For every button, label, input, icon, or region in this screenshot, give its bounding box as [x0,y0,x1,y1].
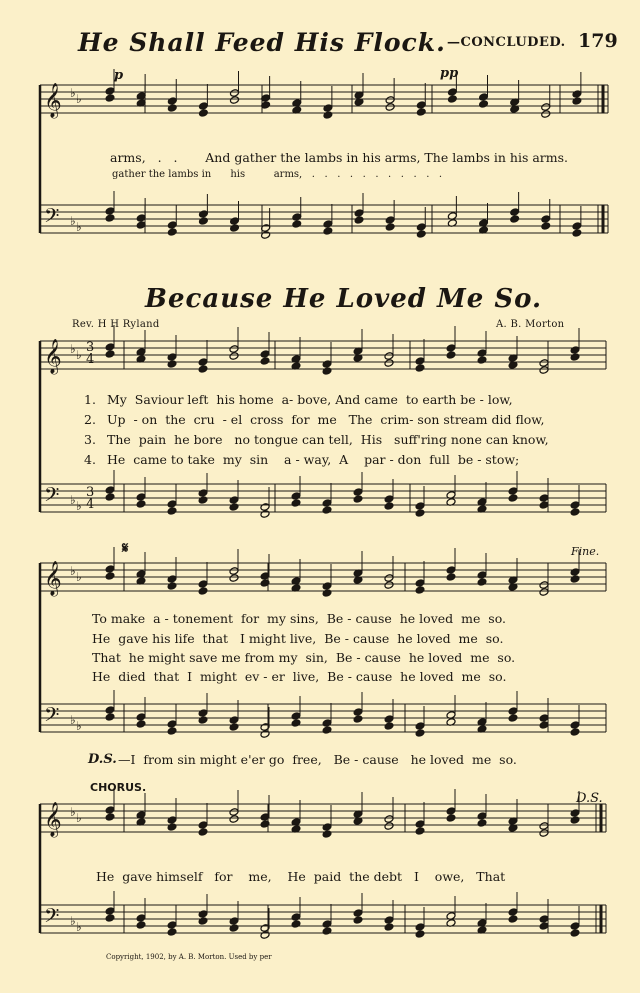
notehead [384,574,394,583]
notehead [570,575,580,584]
notehead [136,713,146,722]
notehead [570,501,580,510]
notehead [136,914,146,923]
notehead [477,578,487,587]
notehead [136,921,146,930]
notehead [229,496,239,505]
notehead [198,358,208,367]
notehead [136,720,146,729]
notehead [477,819,487,828]
composer-credit: A. B. Morton [496,319,565,330]
notehead [322,367,332,376]
dynamic-piano: p [114,68,124,83]
notehead [260,357,270,366]
notehead [415,364,425,373]
notehead [230,96,240,105]
notehead [570,353,580,362]
notehead [198,365,208,374]
notehead [416,230,426,239]
notehead [167,727,177,736]
notehead [105,343,115,352]
notehead [510,215,520,224]
notehead [415,509,425,518]
notehead [229,503,239,512]
notehead [539,366,549,375]
page-number: 179 [578,30,618,52]
notehead [167,360,177,369]
notehead [415,729,425,738]
notehead [384,722,394,731]
flat-sign: ♭ [70,564,76,578]
notehead [229,345,239,354]
flat-sign: ♭ [70,713,76,727]
notehead [446,566,456,575]
notehead [541,103,551,112]
notehead [167,221,177,230]
flat-sign: ♭ [70,86,76,100]
notehead [322,823,332,832]
notehead [510,208,520,217]
notehead [322,719,332,728]
flat-sign: ♭ [70,805,76,819]
chorus-lyric-line: He gave himself for me, He paid the debt I owe, That [96,869,506,884]
notehead [415,820,425,829]
notehead [105,87,115,96]
bass-clef: 𝄢 [44,204,60,232]
flat-sign: ♭ [70,493,76,507]
notehead [167,507,177,516]
notehead [541,222,551,231]
notehead [322,589,332,598]
notehead [229,917,239,926]
notehead [446,814,456,823]
notehead [539,581,549,590]
flat-sign: ♭ [76,811,82,825]
time-signature-numerator: 3 [86,485,95,500]
notehead [570,809,580,818]
notehead [323,220,333,229]
notehead [354,216,364,225]
notehead [167,720,177,729]
notehead [570,816,580,825]
notehead [508,908,518,917]
title-concluded-suffix: —CONCLUDED. [447,35,566,50]
verse-number: 3. [84,432,96,447]
notehead [105,486,115,495]
verse-3-line-b: That he might save me from my sin, Be - cause he loved me so. [92,650,516,665]
notehead [479,93,489,102]
notehead [260,730,270,739]
time-signature-numerator: 3 [86,340,95,355]
notehead [539,915,549,924]
notehead [416,101,426,110]
notehead [353,715,363,724]
notehead [167,582,177,591]
notehead [479,100,489,109]
notehead [570,929,580,938]
notehead [198,102,208,111]
notehead [384,581,394,590]
notehead [446,344,456,353]
notehead [198,210,208,219]
notehead [105,572,115,581]
notehead [229,815,239,824]
verse-1-line-b: To make a - tonement for my sins, Be - cause he loved me so. [92,611,507,626]
notehead [198,496,208,505]
notehead [105,706,115,715]
notehead [322,927,332,936]
title-he-shall-feed-his-flock: He Shall Feed His Flock. [78,28,446,57]
notehead [539,494,549,503]
notehead [416,108,426,117]
notehead [447,88,457,97]
notehead [384,359,394,368]
flat-sign: ♭ [70,914,76,928]
ds-marker: D.S. [576,791,603,806]
notehead [539,822,549,831]
notehead [353,488,363,497]
fine-marker: Fine. [571,545,600,558]
notehead [323,111,333,120]
notehead [384,495,394,504]
notehead [354,209,364,218]
verse-2-line-a: Up - on the cru - el cross for me The crim- son stream did flow, [107,412,545,427]
notehead [384,923,394,932]
time-signature-denominator: 4 [86,497,95,512]
flat-sign: ♭ [76,719,82,733]
notehead [291,913,301,922]
notehead [353,909,363,918]
notehead [322,920,332,929]
notehead [105,493,115,502]
notehead [570,728,580,737]
notehead [198,217,208,226]
notehead [384,502,394,511]
notehead [291,492,301,501]
notehead [322,506,332,515]
notehead [167,928,177,937]
notehead [570,508,580,517]
notehead [539,714,549,723]
notehead [508,714,518,723]
notehead [477,349,487,358]
notehead [198,580,208,589]
verse-number: 2. [84,412,96,427]
notehead [167,500,177,509]
notehead [322,360,332,369]
notehead [198,917,208,926]
notehead [198,910,208,919]
notehead [570,346,580,355]
notehead [260,510,270,519]
notehead [167,97,177,106]
notehead [260,503,270,512]
ds-label: D.S. [88,752,117,767]
notehead [477,356,487,365]
notehead [385,96,395,105]
bass-clef: 𝄢 [44,703,60,731]
notehead [477,571,487,580]
treble-clef: 𝄞 [44,561,62,596]
verse-4-line-a: He came to take my sin a - way, A par - don full be - stow; [107,452,520,467]
notehead [570,721,580,730]
verse-4-line-b: He died that I might ev - er live, Be - cause he loved me so. [92,669,507,684]
notehead [415,923,425,932]
flat-sign: ♭ [70,342,76,356]
notehead [105,806,115,815]
notehead [385,223,395,232]
notehead [508,707,518,716]
notehead [353,708,363,717]
notehead [198,489,208,498]
notehead [384,352,394,361]
notehead [105,713,115,722]
notehead [322,830,332,839]
notehead [572,222,582,231]
notehead [198,716,208,725]
treble-clef: 𝄞 [44,83,62,118]
notehead [292,213,302,222]
lyricist-credit: Rev. H H Ryland [72,319,160,330]
notehead [508,915,518,924]
notehead [384,822,394,831]
notehead [541,110,551,119]
notehead [230,217,240,226]
notehead [385,103,395,112]
notehead [322,582,332,591]
flat-sign: ♭ [70,214,76,228]
dynamic-pianissimo: pp [440,66,459,81]
notehead [384,715,394,724]
lyric-alt-line-system-1: gather the lambs in his arms, . . . . . . . . . . . [112,169,443,180]
notehead [229,924,239,933]
notehead [570,922,580,931]
notehead [105,350,115,359]
notehead [291,499,301,508]
bass-clef: 𝄢 [44,904,60,932]
notehead [447,95,457,104]
notehead [292,220,302,229]
notehead [323,104,333,113]
notehead [541,215,551,224]
notehead [415,579,425,588]
flat-sign: ♭ [76,920,82,934]
verse-2-line-b: He gave his life that I might live, Be - cause he loved me so. [92,631,504,646]
notehead [446,807,456,816]
notehead [385,216,395,225]
notehead [229,723,239,732]
notehead [229,716,239,725]
notehead [416,223,426,232]
notehead [198,587,208,596]
copyright-notice: Copyright, 1902, by A. B. Morton. Used by per [106,953,272,961]
treble-clef: 𝄞 [44,339,62,374]
notehead [572,97,582,106]
notehead [136,500,146,509]
notehead [572,90,582,99]
verse-number: 4. [84,452,96,467]
notehead [260,350,270,359]
notehead [291,719,301,728]
notehead [167,921,177,930]
flat-sign: ♭ [76,220,82,234]
notehead [323,227,333,236]
notehead [572,229,582,238]
notehead [105,907,115,916]
verse-1-line-a: My Saviour left his home a- bove, And came to earth be - low, [107,392,513,407]
notehead [198,709,208,718]
treble-clef: 𝄞 [44,802,62,837]
notehead [353,916,363,925]
notehead [105,813,115,822]
notehead [167,575,177,584]
notehead [167,228,177,237]
notehead [322,726,332,735]
time-signature-denominator: 4 [86,352,95,367]
verse-number: 1. [84,392,96,407]
notehead [198,109,208,118]
notehead [539,588,549,597]
notehead [539,829,549,838]
notehead [539,359,549,368]
notehead [415,827,425,836]
notehead [167,353,177,362]
bass-clef: 𝄢 [44,483,60,511]
flat-sign: ♭ [76,348,82,362]
notehead [136,493,146,502]
notehead [539,721,549,730]
notehead [539,922,549,931]
notehead [229,352,239,361]
notehead [539,501,549,510]
notehead [105,914,115,923]
notehead [167,816,177,825]
notehead [198,828,208,837]
notehead [446,573,456,582]
notehead [260,931,270,940]
notehead [384,815,394,824]
notehead [229,574,239,583]
notehead [477,812,487,821]
lyric-line-system-1: arms, . . And gather the lambs in his arms, The lambs in his arms. [110,150,569,165]
notehead [230,89,240,98]
notehead [291,712,301,721]
notehead [229,808,239,817]
notehead [198,821,208,830]
notehead [105,207,115,216]
segno-sign: 𝄋 [122,539,129,557]
notehead [105,214,115,223]
notehead [384,916,394,925]
flat-sign: ♭ [76,570,82,584]
notehead [415,586,425,595]
chorus-label: CHORUS. [90,781,147,794]
notehead [508,494,518,503]
notehead [415,502,425,511]
notehead [167,104,177,113]
notehead [353,495,363,504]
notehead [229,567,239,576]
flat-sign: ♭ [76,92,82,106]
notehead [570,568,580,577]
ds-lyric-line: —I from sin might e'er go free, Be - cause he loved me so. [118,752,517,767]
notehead [291,920,301,929]
notehead [415,357,425,366]
flat-sign: ♭ [76,499,82,513]
notehead [105,565,115,574]
notehead [105,94,115,103]
notehead [415,722,425,731]
notehead [415,930,425,939]
verse-3-line-a: The pain he bore no tongue can tell, His suff'ring none can know, [107,432,549,447]
notehead [446,351,456,360]
title-because-he-loved-me-so: Because He Loved Me So. [145,284,543,314]
notehead [322,499,332,508]
notehead [167,823,177,832]
notehead [508,487,518,496]
notehead [230,224,240,233]
